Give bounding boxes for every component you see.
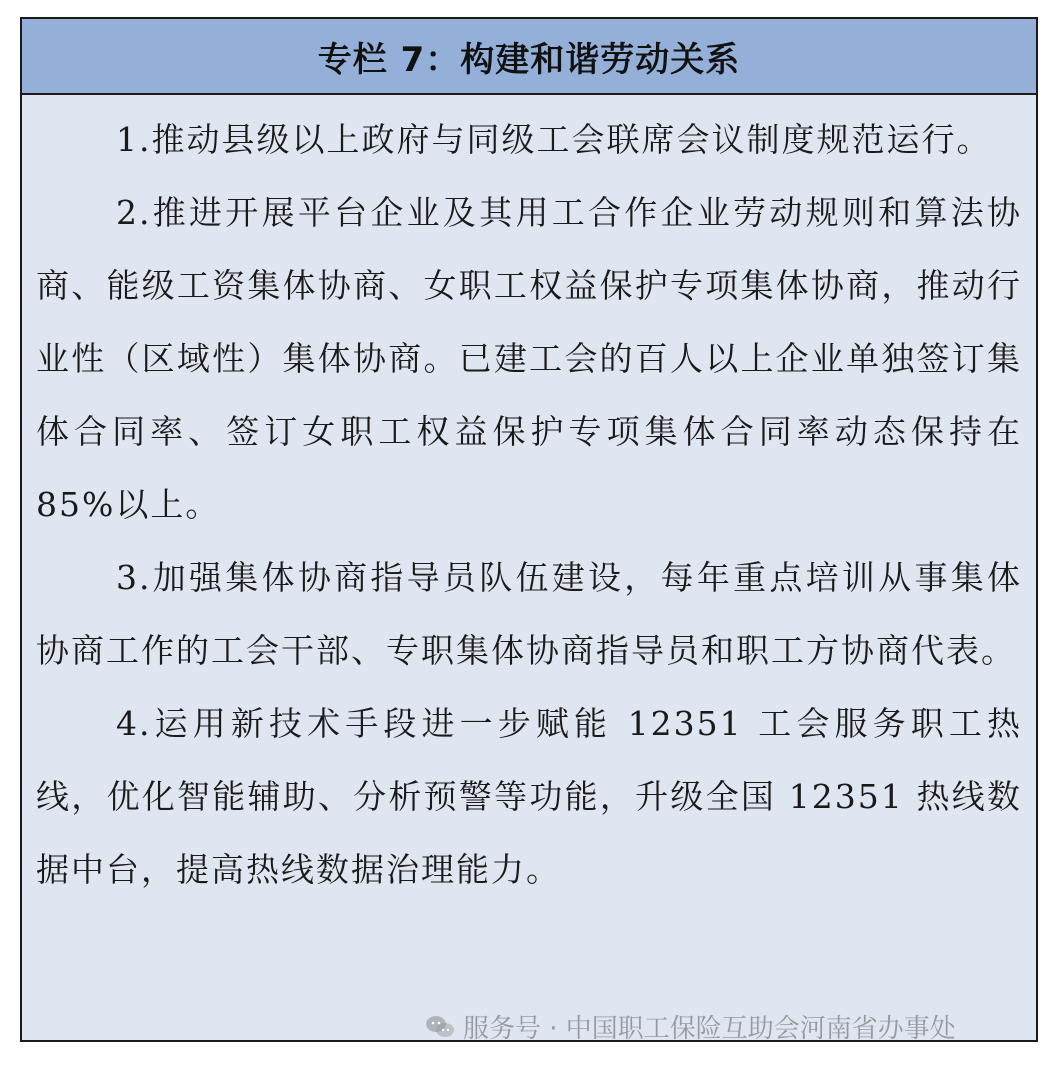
- watermark: [425, 1008, 956, 1045]
- paragraph-3: 3.加强集体协商指导员队伍建设，每年重点培训从事集体协商工作的工会干部、专职集体协商指导员和职工方协商代表。: [36, 558, 1022, 670]
- column-title-bar: [22, 19, 1036, 95]
- column-box: [20, 17, 1038, 1042]
- column-body: [22, 103, 1036, 906]
- paragraph-4: 4.运用新技术手段进一步赋能 12351 工会服务职工热线，优化智能辅助、分析预警等功能，升级全国 12351 热线数据中台，提高热线数据治理能力。: [36, 704, 1022, 889]
- column-title: 专栏 7：构建和谐劳动关系: [317, 39, 741, 80]
- watermark-text: 服务号 · 中国职工保险互助会河南省办事处: [463, 1014, 956, 1044]
- paragraph-2: 2.推进开展平台企业及其用工合作企业劳动规则和算法协商、能级工资集体协商、女职工权益保护专项集体协商，推动行业性（区域性）集体协商。已建工会的百人以上企业单独签订集体合同率、签订女职工权益保护专项集体合同率动态保持在 85%以上。: [36, 193, 1022, 524]
- paragraph-1: 1.推动县级以上政府与同级工会联席会议制度规范运行。: [116, 120, 992, 159]
- wechat-icon: [425, 1014, 455, 1040]
